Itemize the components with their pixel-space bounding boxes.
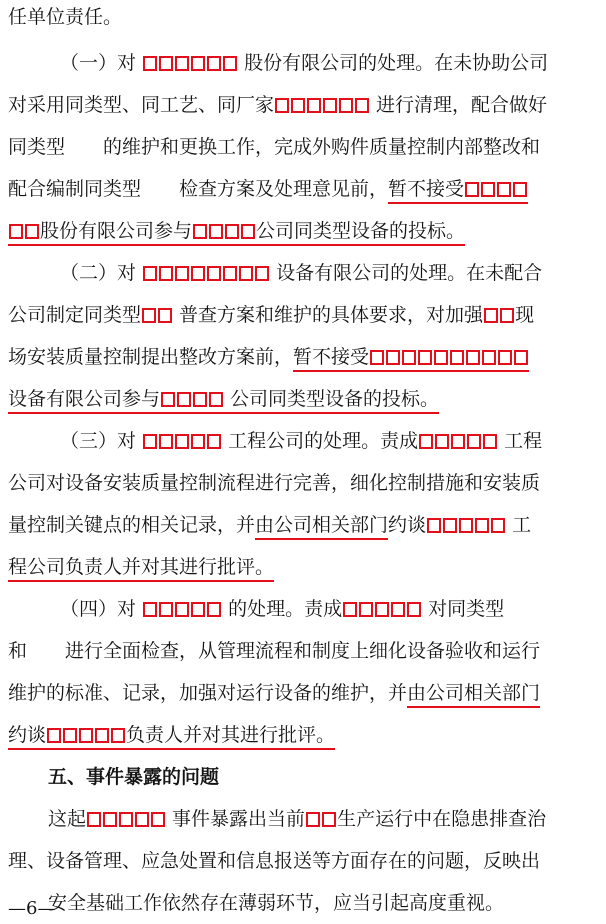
body-text-line [8,680,540,706]
text-segment: 和 进行全面检查，从管理流程和制度上细化设备验收和运行 [8,640,541,662]
text-segment: 配合编制同类型 检查方案及处理意见前， [8,178,389,200]
redaction-box [207,266,221,281]
underlined-text: 批评 [278,724,316,750]
body-text-line [8,554,274,580]
redaction-box [322,812,336,827]
redaction-boxes [305,808,337,830]
redaction-box [25,224,39,239]
body-text-line [8,176,528,202]
text-segment: 事件暴露出当前 [166,808,306,830]
redaction-box [427,518,441,533]
redaction-boxes [464,178,528,204]
redaction-boxes [483,304,515,326]
redaction-box [255,266,269,281]
text-segment: 股份有限公司的处理。在未协助公司 [238,52,549,74]
text-segment: 公司制定同类型 [8,304,142,326]
text-segment: 设备有限公司的处理。在未配合 [270,262,543,284]
redaction-box [143,434,157,449]
text-segment: 任单位责任。 [8,6,123,28]
body-text-line [8,92,547,118]
redaction-box [159,434,173,449]
page-number: —6— [8,898,56,919]
redaction-box [443,518,457,533]
redaction-boxes [142,52,238,74]
section-heading [48,764,219,790]
text-segment: 的处理。责成 [222,598,343,620]
redaction-boxes [142,430,222,452]
redaction-box [175,266,189,281]
underlined-text: 暂不接受 [293,346,369,372]
text-segment: 同类型 的维护和更换工作，完成外购件质量控制内部整改和 [8,136,541,158]
redaction-box [483,434,497,449]
redaction-box [359,602,373,617]
text-segment: 工 [506,514,532,536]
text-segment: 量控制关键点的相关记录，并 [8,514,256,536]
redaction-box [103,812,117,827]
redaction-box [375,602,389,617]
text-segment: 生产运行中在隐患排查治 [337,808,547,830]
redaction-boxes [142,262,270,284]
redaction-box [209,224,223,239]
redaction-box [339,98,353,113]
redaction-box [9,224,23,239]
redaction-box [467,434,481,449]
redaction-boxes [142,598,222,620]
redaction-box [87,812,101,827]
redaction-box [307,98,321,113]
body-text-line [8,218,465,244]
redaction-box [191,434,205,449]
redaction-box [419,434,433,449]
redaction-box [159,266,173,281]
redaction-box [370,350,384,365]
redaction-box [434,350,448,365]
body-text-line [8,302,534,328]
redaction-box [418,350,432,365]
body-text-line [60,428,542,454]
underlined-text: 由公司相关部门 [255,514,388,540]
redaction-box [481,182,495,197]
body-text-line [60,50,548,76]
underlined-text: 股份有限公司参与 [40,220,192,246]
redaction-boxes [274,94,370,116]
body-text-line [8,344,529,370]
redaction-boxes [192,220,256,246]
redaction-box [223,56,237,71]
underlined-text: 负责人并对其进行 [126,724,278,750]
redaction-box [135,812,149,827]
body-text-line [48,890,504,916]
redaction-box [514,350,528,365]
text-segment: （二）对 [60,262,143,284]
redaction-box [275,98,289,113]
redaction-box [143,56,157,71]
redaction-box [355,98,369,113]
underlined-text: 。 [316,724,335,750]
text-segment: （三）对 [60,430,143,452]
redaction-box [465,182,479,197]
text-segment: （一）对 [60,52,143,74]
underlined-text: 。 [255,556,274,582]
redaction-box [191,266,205,281]
redaction-box [161,392,175,407]
redaction-box [142,308,156,323]
redaction-box [207,434,221,449]
underlined-text: 公司同类型设备的投标。 [256,220,465,246]
redaction-boxes [141,304,173,326]
redaction-box [239,266,253,281]
redaction-box [143,266,157,281]
redaction-box [193,224,207,239]
redaction-box [79,728,93,743]
redaction-boxes [86,808,166,830]
underlined-text: 由公司相关部门 [407,682,540,708]
redaction-box [47,728,61,743]
body-text-line [48,806,546,832]
redaction-box [209,392,223,407]
redaction-boxes [46,724,126,750]
redaction-box [391,602,405,617]
redaction-box [143,602,157,617]
underlined-text: 程公司负责人并对其进行 [8,556,217,582]
text-segment: 维护的标准、记录，加强对运行设备的维护，并 [8,682,408,704]
redaction-box [175,56,189,71]
redaction-box [193,392,207,407]
text-segment: （四）对 [60,598,143,620]
redaction-box [241,224,255,239]
redaction-box [119,812,133,827]
text-segment: 工程 [498,430,543,452]
text-segment: 公司对设备安装质量控制流程进行完善，细化控制措施和安装质 [8,472,541,494]
body-text-line [60,260,542,286]
redaction-box [498,350,512,365]
redaction-box [63,728,77,743]
redaction-boxes [8,220,40,246]
redaction-box [500,308,514,323]
redaction-box [151,812,165,827]
redaction-box [159,56,173,71]
underlined-text: 约谈 [8,724,46,750]
redaction-boxes [342,598,422,620]
underlined-text: 暂不接受 [388,178,464,204]
redaction-box [402,350,416,365]
redaction-box [497,182,511,197]
redaction-box [225,224,239,239]
redaction-box [223,266,237,281]
redaction-box [207,56,221,71]
redaction-box [158,308,172,323]
redaction-boxes [418,430,498,452]
redaction-box [175,602,189,617]
text-segment: 进行清理，配合做好 [370,94,548,116]
redaction-boxes [369,346,529,372]
redaction-box [111,728,125,743]
text-segment: 五、事件暴露的问题 [48,766,220,788]
body-text-line [8,470,540,496]
redaction-box [291,98,305,113]
redaction-box [459,518,473,533]
redaction-box [484,308,498,323]
redaction-box [191,56,205,71]
redaction-box [513,182,527,197]
redaction-box [491,518,505,533]
underlined-text: 设备有限公司参与 [8,388,160,414]
text-segment: 场安装质量控制提出整改方案前， [8,346,294,368]
redaction-box [323,98,337,113]
redaction-boxes [160,388,224,414]
underlined-text: 批评 [217,556,255,582]
redaction-box [207,602,221,617]
body-text-line [8,638,540,664]
redaction-boxes [426,514,506,536]
text-segment: 安全基础工作依然存在薄弱环节，应当引起高度重视。 [48,892,505,914]
redaction-box [177,392,191,407]
redaction-box [407,602,421,617]
redaction-box [191,602,205,617]
body-text-line [8,512,531,538]
redaction-box [306,812,320,827]
redaction-box [435,434,449,449]
body-text-line [8,134,540,160]
text-segment: 现 [515,304,535,326]
text-segment: 这起 [48,808,87,830]
body-text-line [8,4,122,30]
text-segment: 对采用同类型、同工艺、同厂家 [8,94,275,116]
body-text-line [8,848,540,874]
text-segment: 理、设备管理、应急处置和信息报送等方面存在的问题，反映出 [8,850,541,872]
redaction-box [451,434,465,449]
redaction-box [475,518,489,533]
text-segment: 普查方案和维护的具体要求，对加强 [173,304,484,326]
redaction-box [466,350,480,365]
redaction-box [386,350,400,365]
body-text-line [8,386,439,412]
redaction-box [450,350,464,365]
redaction-box [159,602,173,617]
underlined-text: 公司同类型设备的投标。 [224,388,439,414]
text-segment: 约谈 [388,514,427,536]
text-segment: 工程公司的处理。责成 [222,430,419,452]
redaction-box [95,728,109,743]
redaction-box [482,350,496,365]
body-text-line [8,722,335,748]
body-text-line [60,596,504,622]
redaction-box [343,602,357,617]
redaction-box [175,434,189,449]
text-segment: 对同类型 [422,598,505,620]
